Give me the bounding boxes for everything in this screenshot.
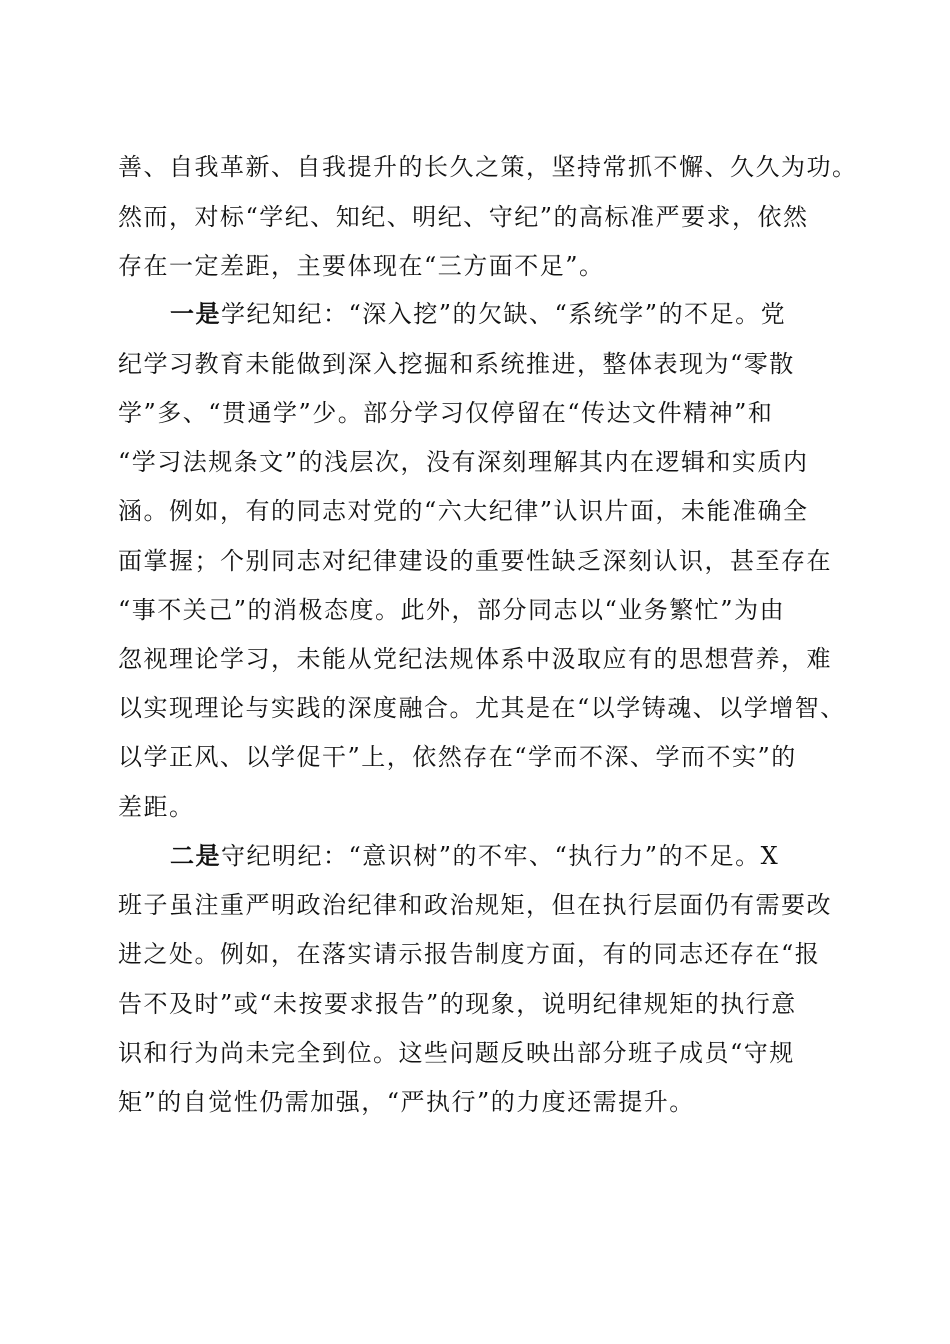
para-one-line: 面掌握；个别同志对纪律建设的重要性缺乏深刻认识，甚至存在 xyxy=(118,547,832,575)
para-one-line: 涵。例如，有的同志对党的“六大纪律”认识片面，未能准确全 xyxy=(118,497,809,525)
para-two-heading: 守纪明纪：“意识树”的不牢、“执行力”的不足。X xyxy=(221,842,780,870)
intro-line-2: 然而，对标“学纪、知纪、明纪、守纪”的高标准严要求，依然 xyxy=(118,203,809,231)
para-one-line: 以实现理论与实践的深度融合。尤其是在“以学铸魂、以学增智、 xyxy=(118,694,846,722)
para-one-line: 纪学习教育未能做到深入挖掘和系统推进，整体表现为“零散 xyxy=(118,350,795,378)
para-one-line: “事不关己”的消极态度。此外，部分同志以“业务繁忙”为由 xyxy=(118,596,786,624)
para-one-line: 学”多、“贯通学”少。部分学习仅停留在“传达文件精神”和 xyxy=(118,399,774,427)
para-two-line: 进之处。例如，在落实请示报告制度方面，有的同志还存在“报 xyxy=(118,940,821,968)
para-two-lead: 二是 xyxy=(170,841,221,870)
para-two-line: 班子虽注重严明政治纪律和政治规矩，但在执行层面仍有需要改 xyxy=(118,891,832,919)
intro-line-3: 存在一定差距，主要体现在“三方面不足”。 xyxy=(118,252,605,280)
para-two-first-line xyxy=(170,841,779,871)
para-one-heading: 学纪知纪：“深入挖”的欠缺、“系统学”的不足。党 xyxy=(221,300,787,328)
para-one-line: “学习法规条文”的浅层次，没有深刻理解其内在逻辑和实质内 xyxy=(118,448,809,476)
para-one-first-line xyxy=(170,299,786,329)
para-one-line: 以学正风、以学促干”上，依然存在“学而不深、学而不实”的 xyxy=(118,743,797,771)
para-two-line: 矩”的自觉性仍需加强，“严执行”的力度还需提升。 xyxy=(118,1088,695,1116)
para-two-line: 识和行为尚未完全到位。这些问题反映出部分班子成员“守规 xyxy=(118,1039,795,1067)
intro-line-1: 善、自我革新、自我提升的长久之策，坚持常抓不懈、久久为功。 xyxy=(118,153,858,181)
para-two-line: 告不及时”或“未按要求报告”的现象，说明纪律规矩的执行意 xyxy=(118,990,797,1018)
para-one-line: 差距。 xyxy=(118,793,195,821)
para-one-line: 忽视理论学习，未能从党纪法规体系中汲取应有的思想营养，难 xyxy=(118,645,832,673)
para-one-lead: 一是 xyxy=(170,299,221,328)
